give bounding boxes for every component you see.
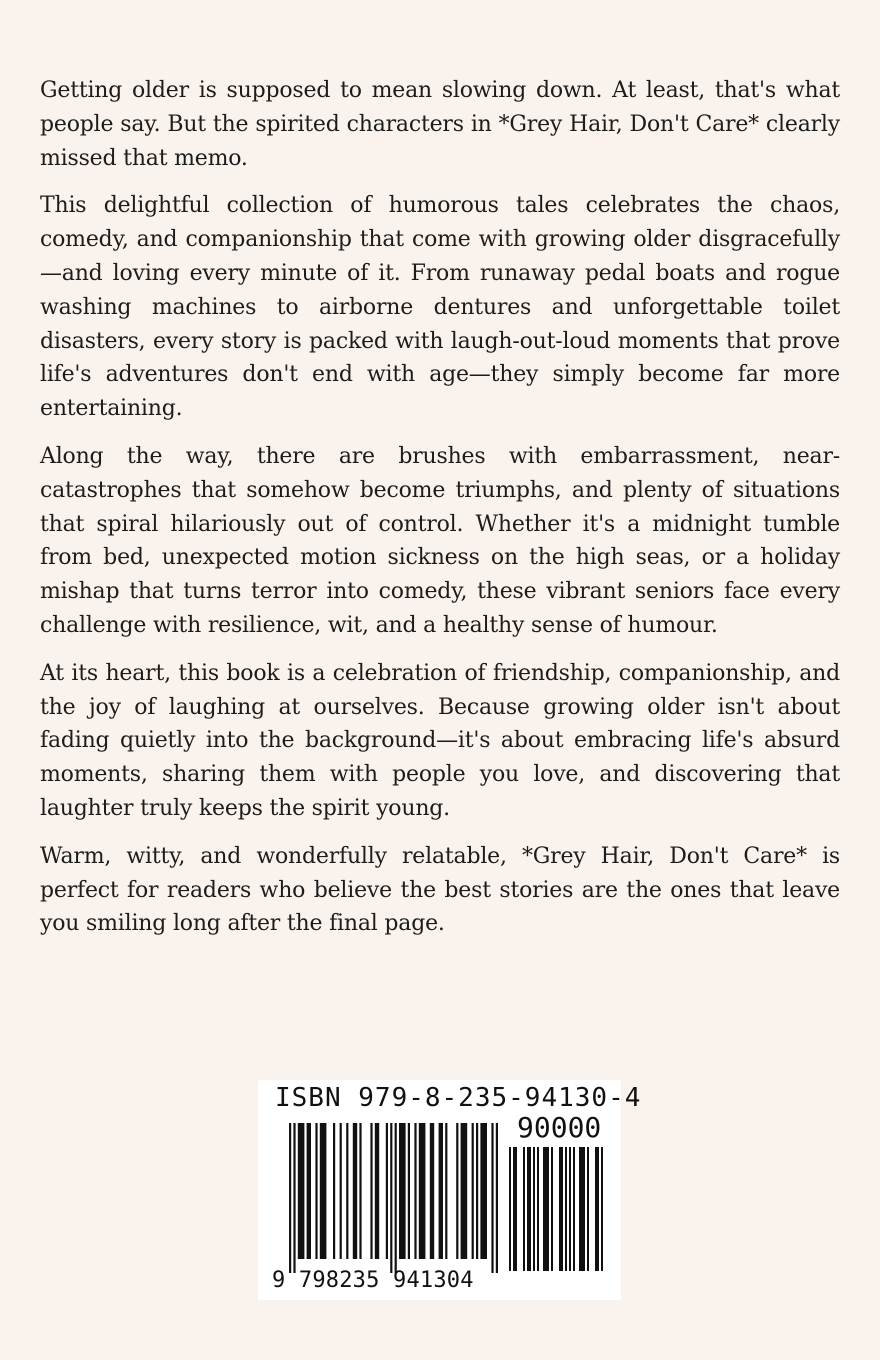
barcode-guard-bar — [491, 1123, 493, 1273]
barcode-bar — [537, 1147, 539, 1271]
barcode-bar — [523, 1147, 525, 1271]
barcode-bar — [315, 1123, 317, 1259]
barcode-bar — [543, 1147, 549, 1271]
barcode-bar — [353, 1123, 357, 1259]
barcode-bar — [551, 1147, 553, 1271]
barcode-bar — [601, 1147, 603, 1271]
barcode-bar — [569, 1147, 571, 1271]
barcode-bar — [375, 1123, 379, 1259]
barcode-bar — [573, 1147, 575, 1271]
price-code-label: 90000 — [517, 1111, 602, 1144]
blurb-paragraph-5: Warm, witty, and wonderfully relatable, *Grey Hair, Don't Care* is perfect for readers who believe the best stories are the ones that leave you smiling long after the final page. — [40, 843, 840, 937]
barcode-guard-bar — [293, 1123, 295, 1273]
barcode-bar — [333, 1123, 335, 1259]
isbn-barcode — [258, 1080, 642, 1300]
barcode-guard-bar — [496, 1123, 498, 1273]
barcode-bar — [307, 1123, 311, 1259]
barcode-bar — [513, 1147, 517, 1271]
barcode-bar — [340, 1123, 342, 1259]
barcode-bar — [456, 1123, 458, 1259]
barcode-bar — [595, 1147, 599, 1271]
addon-barcode-bars — [508, 1147, 608, 1275]
barcode-bar — [298, 1123, 305, 1259]
barcode-bar — [527, 1147, 531, 1271]
barcode-bar — [430, 1123, 434, 1259]
barcode-bar — [461, 1123, 468, 1259]
barcode-bar — [559, 1147, 563, 1271]
barcode-bar — [359, 1123, 361, 1259]
barcode-bar — [408, 1123, 410, 1259]
barcode-bar — [439, 1123, 443, 1259]
isbn-label: ISBN 979-8-235-94130-4 — [275, 1083, 642, 1113]
blurb-paragraph-4: At its heart, this book is a celebration of friendship, companionship, and the joy of laughing at ourselves. Because growing older isn't about fading quietly into the background—it's about embracing life's absurd moments, sharing them with people you love, and discovering that laughter truly keeps the spirit young. — [40, 660, 840, 821]
barcode-bar — [480, 1123, 487, 1259]
barcode-bar — [346, 1123, 348, 1259]
barcode-guard-bar — [289, 1123, 291, 1273]
barcode-bar — [419, 1123, 426, 1259]
blurb-paragraph-2: This delightful collection of humorous tales celebrates the chaos, comedy, and companionship that come with growing older disgracefully—and loving every minute of it. From runaway pedal boats and rogue washing machines to airborne dentures and unforgettable toilet disasters, every story is packed with laugh-out-loud moments that prove life's adventures don't end with age—they simply become far more entertaining. — [40, 193, 840, 422]
barcode-bar — [386, 1123, 388, 1259]
barcode-bar — [472, 1123, 474, 1259]
ean13-barcode-bars — [288, 1123, 498, 1275]
barcode-bar — [320, 1123, 327, 1259]
blurb-paragraph-3: Along the way, there are brushes with embarrassment, near-catastrophes that somehow become triumphs, and plenty of situations that spiral hilariously out of control. Whether it's a midnight tumble from bed, unexpected motion sickness on the high seas, or a holiday mishap that turns terror into comedy, these vibrant seniors face every challenge with resilience, wit, and a healthy sense of humour. — [40, 443, 840, 638]
barcode-bar — [370, 1123, 372, 1259]
barcode-bar — [414, 1123, 416, 1259]
barcode-guard-bar — [390, 1123, 392, 1273]
barcode-bar — [565, 1147, 567, 1271]
barcode-bar — [476, 1123, 478, 1259]
blurb-paragraph-1: Getting older is supposed to mean slowing down. At least, that's what people say. But the spirited characters in *Grey Hair, Don't Care* clearly missed that memo. — [40, 78, 840, 171]
barcode-digits: 9 798235 941304 — [272, 1268, 474, 1293]
barcode-bar — [579, 1147, 585, 1271]
barcode-bar — [587, 1147, 589, 1271]
blurb-text — [40, 74, 840, 955]
barcode-bar — [533, 1147, 535, 1271]
barcode-bar — [509, 1147, 511, 1271]
barcode-bar — [399, 1123, 406, 1259]
barcode-bar — [445, 1123, 447, 1259]
barcode-guard-bar — [395, 1123, 397, 1273]
